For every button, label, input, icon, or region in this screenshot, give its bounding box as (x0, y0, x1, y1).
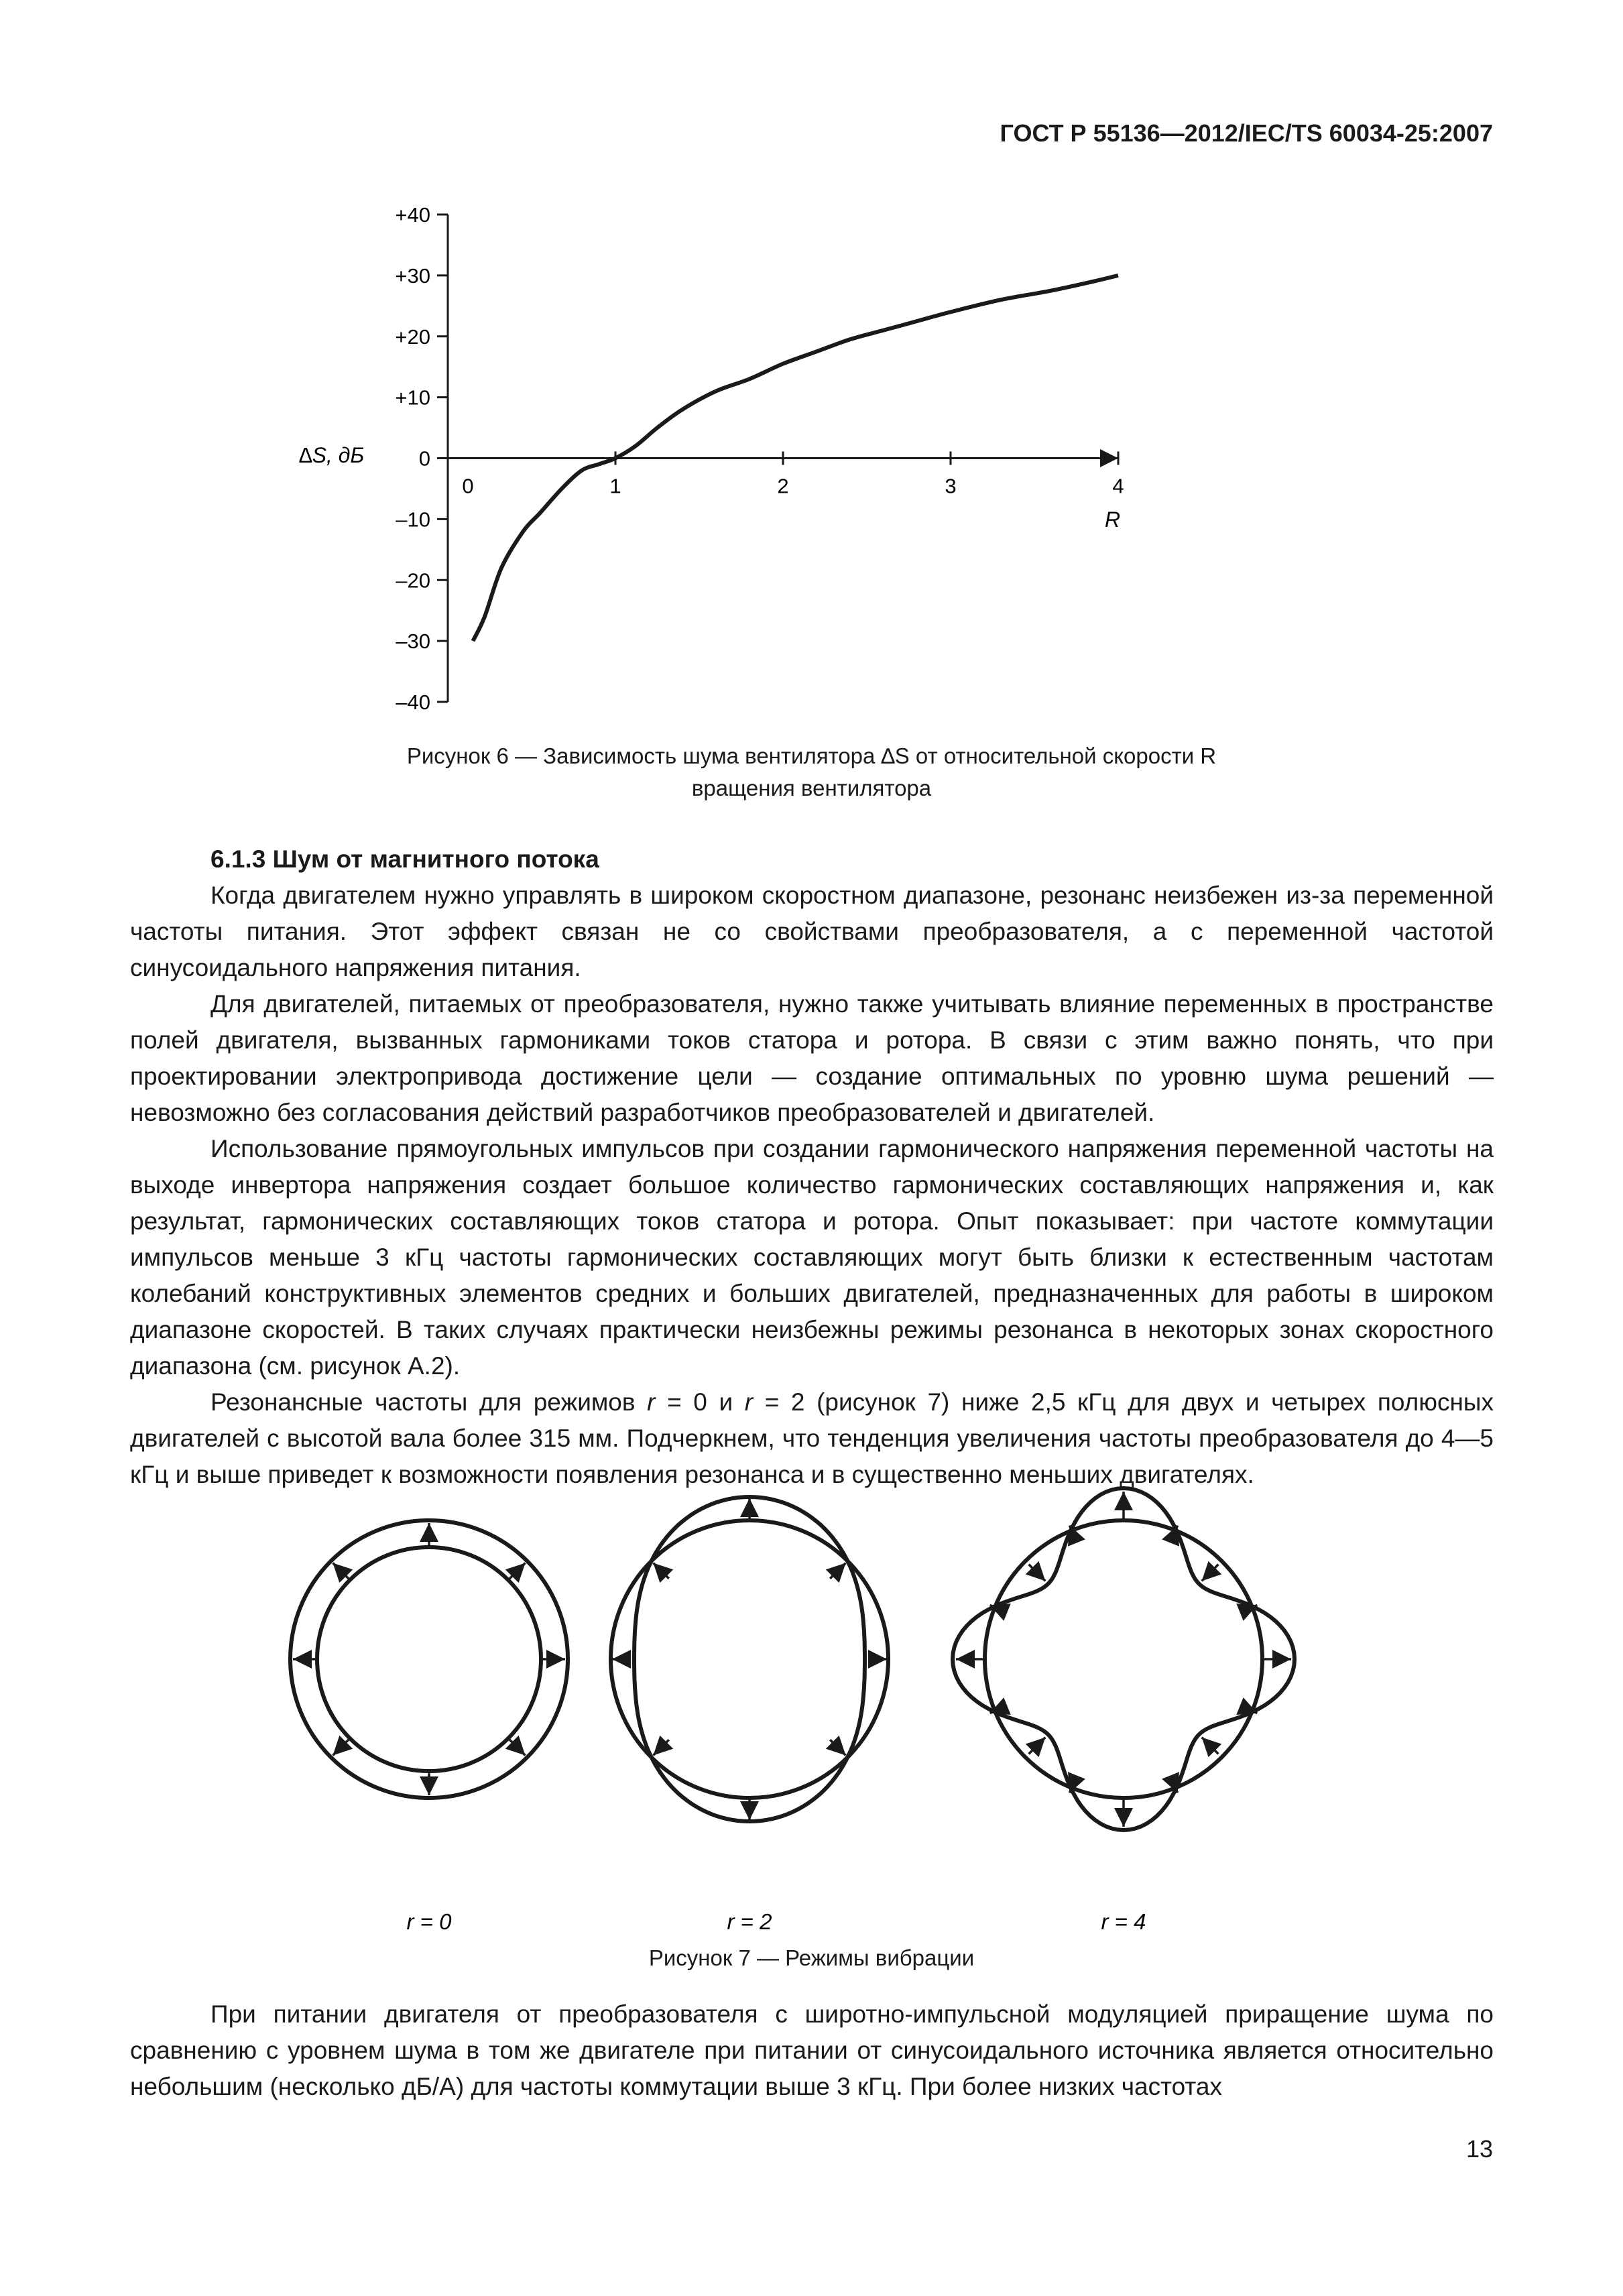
fan-noise-chart (0, 0, 1623, 758)
mode-r0-diagram (290, 1520, 568, 1798)
paragraph-3: Использование прямоугольных импульсов при создании гармонического напряжения переменной частоты на выходе инвертора напряжения создает большое количество гармонических составляющих напряжения и, как результат, гармонических составляющих токов статора и ротора. Опыт показывает: при частоте коммутации импульсов меньше 3 кГц частоты гармонических составляющих могут быть близки к естественным частотам колебаний конструктивных элементов средних и больших двигателей, предназначенных для работы в широком диапазоне скоростей. В таких случаях практически неизбежны режимы резонанса в некоторых зонах скоростного диапазона (см. рисунок А.2). (130, 1135, 1494, 1380)
section-title: 6.1.3 Шум от магнитного потока (211, 845, 599, 873)
base-circle (985, 1520, 1262, 1798)
figure6-caption (0, 740, 1623, 804)
x-tick-label: 2 (777, 474, 789, 498)
arrow (509, 1563, 525, 1578)
x-axis-label: R (1105, 507, 1121, 532)
mode-r0-label: r = 0 (406, 1909, 452, 1934)
x-tick-label: 3 (945, 474, 957, 498)
mode-r4-label: r = 4 (1101, 1909, 1146, 1934)
y-tick-label: +30 (395, 263, 430, 288)
inner-circle (317, 1547, 541, 1771)
arrow (509, 1740, 525, 1755)
y-tick-label: –20 (396, 568, 430, 593)
arrow (1202, 1738, 1219, 1754)
arrow (830, 1740, 845, 1755)
y-tick-label: –10 (396, 507, 430, 532)
arrow (333, 1563, 348, 1578)
arrow (1202, 1565, 1219, 1581)
document-header: ГОСТ Р 55136—2012/IEC/TS 60034-25:2007 (1000, 119, 1493, 147)
arrow (1029, 1738, 1046, 1754)
mode-r4-diagram (953, 1488, 1295, 1830)
y-tick-label: +20 (395, 324, 430, 349)
y-tick-label: –40 (396, 690, 430, 714)
mode-r2-label: r = 2 (727, 1909, 772, 1934)
arrow (1029, 1565, 1046, 1581)
arrow (830, 1563, 845, 1578)
x-tick-label: 0 (462, 474, 474, 498)
final-paragraph: При питании двигателя от преобразователя с широтно-импульсной модуляцией приращение шума по сравнению с уровнем шума в том же двигателе при питании от синусоидального источника является относительно небольшим (несколько дБ/А) для частоты коммутации выше 3 кГц. При более низких частотах (130, 2000, 1494, 2100)
arrow (333, 1740, 348, 1755)
x-tick-label: 1 (609, 474, 621, 498)
x-tick-label: 4 (1112, 474, 1124, 498)
y-tick-label: –30 (396, 629, 430, 654)
figure6-caption-line1: Рисунок 6 — Зависимость шума вентилятора ∆S от относительной скорости R (406, 743, 1217, 768)
vibration-modes-figure (0, 1441, 1623, 1978)
section-6-1-3 (130, 841, 1494, 1493)
deformed-shape (953, 1488, 1295, 1830)
page-number: 13 (1465, 2135, 1493, 2163)
paragraph-4: Резонансные частоты для режимов r = 0 и r = 2 (рисунок 7) ниже 2,5 кГц для двух и четырех полюсных двигателей с высотой вала более 315 мм. Подчеркнем, что тенденция увеличения частоты преобразователя до 4—5 кГц и выше приведет к возможности появления резонанса и в существенно меньших двигателях. (130, 1388, 1494, 1488)
arrow (653, 1740, 668, 1755)
figure6-caption-line2: вращения вентилятора (691, 776, 932, 800)
paragraph-1: Когда двигателем нужно управлять в широком скоростном диапазоне, резонанс неизбежен из-за переменной частоты питания. Этот эффект связан не со свойствами преобразователя, а с переменной частотой синусоидального напряжения питания. (130, 882, 1494, 981)
figure7-caption: Рисунок 7 — Режимы вибрации (648, 1945, 975, 1970)
arrow (653, 1563, 668, 1578)
y-axis-label: ∆S, дБ (299, 443, 365, 467)
y-tick-label: +40 (395, 203, 430, 227)
y-tick-label: 0 (418, 446, 430, 471)
paragraph-2: Для двигателей, питаемых от преобразователя, нужно также учитывать влияние переменных в пространстве полей двигателя, вызванных гармониками токов статора и ротора. В связи с этим важно понять, что при проектировании электропривода достижение цели — создание оптимальных по уровню шума решений — невозможно без согласования действий разработчиков преобразователей и двигателей. (130, 990, 1494, 1126)
y-tick-label: +10 (395, 385, 430, 410)
mode-r2-diagram (611, 1497, 888, 1821)
outer-circle (290, 1520, 568, 1798)
final-section (130, 1996, 1494, 2105)
